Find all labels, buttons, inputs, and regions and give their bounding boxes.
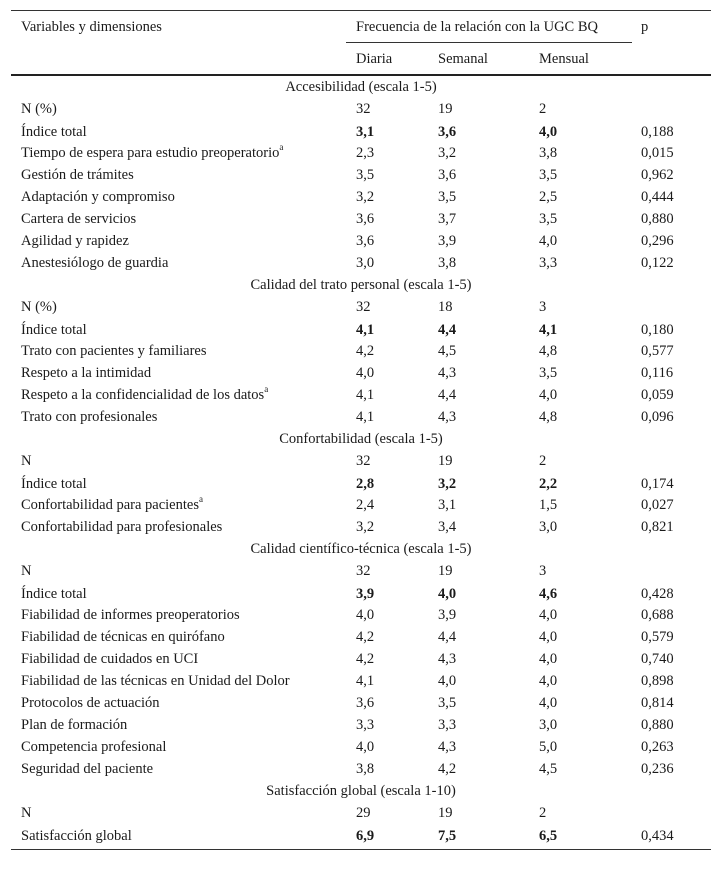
value-semanal: 3,8 — [438, 255, 457, 271]
row-label — [21, 802, 31, 824]
section-title: Accesibilidad (escala 1-5) — [285, 79, 437, 95]
section-title: Calidad del trato personal (escala 1-5) — [250, 277, 472, 293]
value-mensual: 3,3 — [539, 255, 558, 271]
value-mensual: 3,5 — [539, 211, 558, 227]
value-mensual: 4,0 — [539, 607, 558, 623]
value-mensual: 2,5 — [539, 189, 558, 205]
row-label-text: Respeto a la confidencialidad de los datos — [21, 387, 265, 403]
table-row — [11, 582, 711, 604]
table-row — [11, 318, 711, 340]
row-label — [21, 406, 157, 428]
row-label-text: Protocolos de actuación — [21, 695, 160, 711]
table-row — [11, 142, 711, 164]
table-row — [11, 208, 711, 230]
value-p: 0,296 — [641, 233, 674, 249]
value-mensual: 4,0 — [539, 124, 558, 140]
value-diaria: 4,0 — [356, 365, 375, 381]
value-semanal: 4,4 — [438, 322, 457, 338]
value-diaria: 32 — [356, 563, 371, 579]
row-label — [21, 296, 57, 318]
value-mensual: 4,0 — [539, 233, 558, 249]
value-p: 0,096 — [641, 409, 674, 425]
footnote-marker: a — [264, 384, 269, 395]
table-row — [11, 252, 711, 274]
row-label — [21, 142, 283, 164]
value-diaria: 4,0 — [356, 607, 375, 623]
table-row — [11, 120, 711, 142]
value-semanal: 3,5 — [438, 189, 457, 205]
value-p: 0,577 — [641, 343, 674, 359]
value-semanal: 3,5 — [438, 695, 457, 711]
row-label-text: Fiabilidad de cuidados en UCI — [21, 651, 199, 667]
row-label-text: Fiabilidad de informes preoperatorios — [21, 607, 240, 623]
table-row — [11, 802, 711, 824]
header-p: p — [641, 19, 649, 35]
value-mensual: 4,1 — [539, 322, 558, 338]
row-label — [21, 736, 166, 758]
value-semanal: 3,3 — [438, 717, 457, 733]
value-diaria: 3,3 — [356, 717, 375, 733]
table-row — [11, 164, 711, 186]
value-diaria: 3,0 — [356, 255, 375, 271]
table-row — [11, 450, 711, 472]
table-row — [11, 626, 711, 648]
header-mensual: Mensual — [539, 51, 589, 67]
table-row — [11, 714, 711, 736]
row-label-text: Fiabilidad de las técnicas en Unidad del Dolor — [21, 673, 290, 689]
value-mensual: 4,0 — [539, 673, 558, 689]
value-mensual: 3,5 — [539, 365, 558, 381]
row-label-text: Índice total — [21, 322, 87, 338]
value-mensual: 3 — [539, 563, 547, 579]
value-diaria: 2,3 — [356, 145, 375, 161]
value-mensual: 3,8 — [539, 145, 558, 161]
table-body — [11, 76, 711, 846]
table-row — [11, 384, 711, 406]
value-mensual: 4,5 — [539, 761, 558, 777]
value-semanal: 4,0 — [438, 673, 457, 689]
row-label — [21, 186, 175, 208]
value-mensual: 3,5 — [539, 167, 558, 183]
value-semanal: 4,3 — [438, 365, 457, 381]
row-label — [21, 583, 87, 605]
value-diaria: 32 — [356, 299, 371, 315]
table-row — [11, 670, 711, 692]
value-mensual: 4,8 — [539, 343, 558, 359]
value-semanal: 4,3 — [438, 651, 457, 667]
row-label — [21, 494, 203, 516]
value-mensual: 6,5 — [539, 828, 558, 844]
value-diaria: 4,1 — [356, 409, 375, 425]
value-mensual: 3 — [539, 299, 547, 315]
value-semanal: 7,5 — [438, 828, 457, 844]
row-label — [21, 164, 134, 186]
value-diaria: 6,9 — [356, 828, 375, 844]
value-mensual: 2 — [539, 805, 547, 821]
row-label — [21, 362, 151, 384]
table-row — [11, 472, 711, 494]
row-label — [21, 230, 129, 252]
value-mensual: 3,0 — [539, 519, 558, 535]
value-diaria: 3,2 — [356, 519, 375, 535]
value-diaria: 3,1 — [356, 124, 375, 140]
row-label-text: N — [21, 563, 32, 579]
value-semanal: 19 — [438, 563, 453, 579]
section-title: Satisfacción global (escala 1-10) — [266, 783, 456, 799]
row-label-text: Índice total — [21, 476, 87, 492]
value-semanal: 19 — [438, 101, 453, 117]
value-p: 0,116 — [641, 365, 674, 381]
row-label-text: Confortabilidad para profesionales — [21, 519, 223, 535]
table-row — [11, 692, 711, 714]
data-table — [11, 10, 711, 850]
value-mensual: 4,0 — [539, 387, 558, 403]
row-label-text: Gestión de trámites — [21, 167, 134, 183]
value-diaria: 2,8 — [356, 476, 375, 492]
value-semanal: 3,6 — [438, 124, 457, 140]
value-p: 0,821 — [641, 519, 674, 535]
row-label-text: Trato con profesionales — [21, 409, 158, 425]
value-semanal: 4,4 — [438, 387, 457, 403]
row-label — [21, 516, 222, 538]
value-p: 0,688 — [641, 607, 674, 623]
value-mensual: 2 — [539, 453, 547, 469]
row-label-text: Anestesiólogo de guardia — [21, 255, 169, 271]
value-diaria: 3,6 — [356, 695, 375, 711]
row-label-text: Plan de formación — [21, 717, 128, 733]
value-semanal: 18 — [438, 299, 453, 315]
row-label — [21, 758, 153, 780]
value-semanal: 3,9 — [438, 233, 457, 249]
value-diaria: 29 — [356, 805, 371, 821]
value-diaria: 3,2 — [356, 189, 375, 205]
value-mensual: 2,2 — [539, 476, 558, 492]
value-diaria: 4,1 — [356, 322, 375, 338]
row-label — [21, 560, 31, 582]
table-row — [11, 362, 711, 384]
row-label-text: Trato con pacientes y familiares — [21, 343, 207, 359]
value-diaria: 4,1 — [356, 673, 375, 689]
table-row — [11, 516, 711, 538]
row-label-text: Confortabilidad para pacientes — [21, 497, 199, 513]
header-frecuencia: Frecuencia de la relación con la UGC BQ — [356, 19, 598, 35]
value-mensual: 5,0 — [539, 739, 558, 755]
value-semanal: 3,7 — [438, 211, 457, 227]
value-semanal: 3,4 — [438, 519, 457, 535]
value-semanal: 3,6 — [438, 167, 457, 183]
value-diaria: 3,5 — [356, 167, 375, 183]
value-semanal: 4,0 — [438, 586, 457, 602]
value-diaria: 3,8 — [356, 761, 375, 777]
value-diaria: 4,2 — [356, 629, 375, 645]
header-group-rule — [346, 42, 632, 43]
row-label-text: Cartera de servicios — [21, 211, 137, 227]
value-mensual: 2 — [539, 101, 547, 117]
value-p: 0,188 — [641, 124, 674, 140]
row-label-text: Agilidad y rapidez — [21, 233, 129, 249]
table-row — [11, 230, 711, 252]
row-label — [21, 604, 240, 626]
table-row — [11, 648, 711, 670]
value-p: 0,027 — [641, 497, 674, 513]
row-label — [21, 208, 136, 230]
table-bottom-rule — [11, 849, 711, 850]
value-p: 0,236 — [641, 761, 674, 777]
row-label — [21, 98, 57, 120]
row-label-text: Seguridad del paciente — [21, 761, 154, 777]
value-diaria: 2,4 — [356, 497, 375, 513]
value-p: 0,898 — [641, 673, 674, 689]
table-row — [11, 296, 711, 318]
value-p: 0,880 — [641, 211, 674, 227]
value-p: 0,263 — [641, 739, 674, 755]
table-row — [11, 824, 711, 846]
section-title: Calidad científico-técnica (escala 1-5) — [250, 541, 472, 557]
row-label — [21, 319, 87, 341]
value-mensual: 4,8 — [539, 409, 558, 425]
value-mensual: 3,0 — [539, 717, 558, 733]
row-label-text: N — [21, 453, 32, 469]
value-diaria: 3,6 — [356, 211, 375, 227]
row-label — [21, 692, 160, 714]
row-label — [21, 473, 87, 495]
header-variables: Variables y dimensiones — [21, 19, 162, 35]
table-row — [11, 340, 711, 362]
row-label — [21, 825, 132, 847]
row-label — [21, 450, 31, 472]
row-label-text: Fiabilidad de técnicas en quirófano — [21, 629, 225, 645]
row-label-text: Índice total — [21, 586, 87, 602]
row-label-text: N — [21, 805, 32, 821]
table-row — [11, 560, 711, 582]
row-label-text: Competencia profesional — [21, 739, 167, 755]
value-semanal: 3,2 — [438, 476, 457, 492]
value-semanal: 3,2 — [438, 145, 457, 161]
row-label-text: Adaptación y compromiso — [21, 189, 175, 205]
value-semanal: 3,1 — [438, 497, 457, 513]
value-p: 0,814 — [641, 695, 674, 711]
value-p: 0,174 — [641, 476, 674, 492]
value-semanal: 4,4 — [438, 629, 457, 645]
value-diaria: 32 — [356, 453, 371, 469]
footnote-marker: a — [198, 494, 203, 505]
value-p: 0,059 — [641, 387, 674, 403]
row-label-text: Índice total — [21, 124, 87, 140]
value-p: 0,444 — [641, 189, 674, 205]
row-label-text: Respeto a la intimidad — [21, 365, 152, 381]
value-mensual: 4,6 — [539, 586, 558, 602]
value-diaria: 3,9 — [356, 586, 375, 602]
footnote-marker: a — [279, 142, 284, 153]
value-mensual: 4,0 — [539, 695, 558, 711]
value-p: 0,015 — [641, 145, 674, 161]
value-p: 0,880 — [641, 717, 674, 733]
table-row — [11, 736, 711, 758]
table-row — [11, 758, 711, 780]
value-diaria: 4,2 — [356, 343, 375, 359]
table-row — [11, 186, 711, 208]
header-diaria: Diaria — [356, 51, 393, 67]
value-semanal: 4,5 — [438, 343, 457, 359]
table-row — [11, 604, 711, 626]
header-semanal: Semanal — [438, 51, 488, 67]
row-label-text: N (%) — [21, 299, 57, 315]
value-semanal: 3,9 — [438, 607, 457, 623]
table-row — [11, 406, 711, 428]
row-label-text: N (%) — [21, 101, 57, 117]
value-diaria: 4,1 — [356, 387, 375, 403]
value-semanal: 4,2 — [438, 761, 457, 777]
value-diaria: 4,0 — [356, 739, 375, 755]
table-header — [11, 11, 711, 74]
row-label — [21, 714, 127, 736]
value-mensual: 4,0 — [539, 629, 558, 645]
value-p: 0,434 — [641, 828, 674, 844]
row-label — [21, 121, 87, 143]
value-p: 0,428 — [641, 586, 674, 602]
row-label-text: Satisfacción global — [21, 828, 132, 844]
table-row — [11, 98, 711, 120]
row-label — [21, 384, 268, 406]
row-label — [21, 340, 207, 362]
value-p: 0,180 — [641, 322, 674, 338]
value-mensual: 4,0 — [539, 651, 558, 667]
value-diaria: 3,6 — [356, 233, 375, 249]
value-p: 0,579 — [641, 629, 674, 645]
row-label — [21, 670, 290, 692]
value-semanal: 4,3 — [438, 409, 457, 425]
section-title: Confortabilidad (escala 1-5) — [279, 431, 443, 447]
value-diaria: 4,2 — [356, 651, 375, 667]
value-diaria: 32 — [356, 101, 371, 117]
row-label — [21, 252, 168, 274]
row-label-text: Tiempo de espera para estudio preoperatorio — [21, 145, 280, 161]
value-p: 0,740 — [641, 651, 674, 667]
value-p: 0,122 — [641, 255, 674, 271]
value-semanal: 19 — [438, 453, 453, 469]
value-mensual: 1,5 — [539, 497, 558, 513]
value-semanal: 4,3 — [438, 739, 457, 755]
row-label — [21, 648, 198, 670]
row-label — [21, 626, 225, 648]
value-semanal: 19 — [438, 805, 453, 821]
value-p: 0,962 — [641, 167, 674, 183]
table-row — [11, 494, 711, 516]
